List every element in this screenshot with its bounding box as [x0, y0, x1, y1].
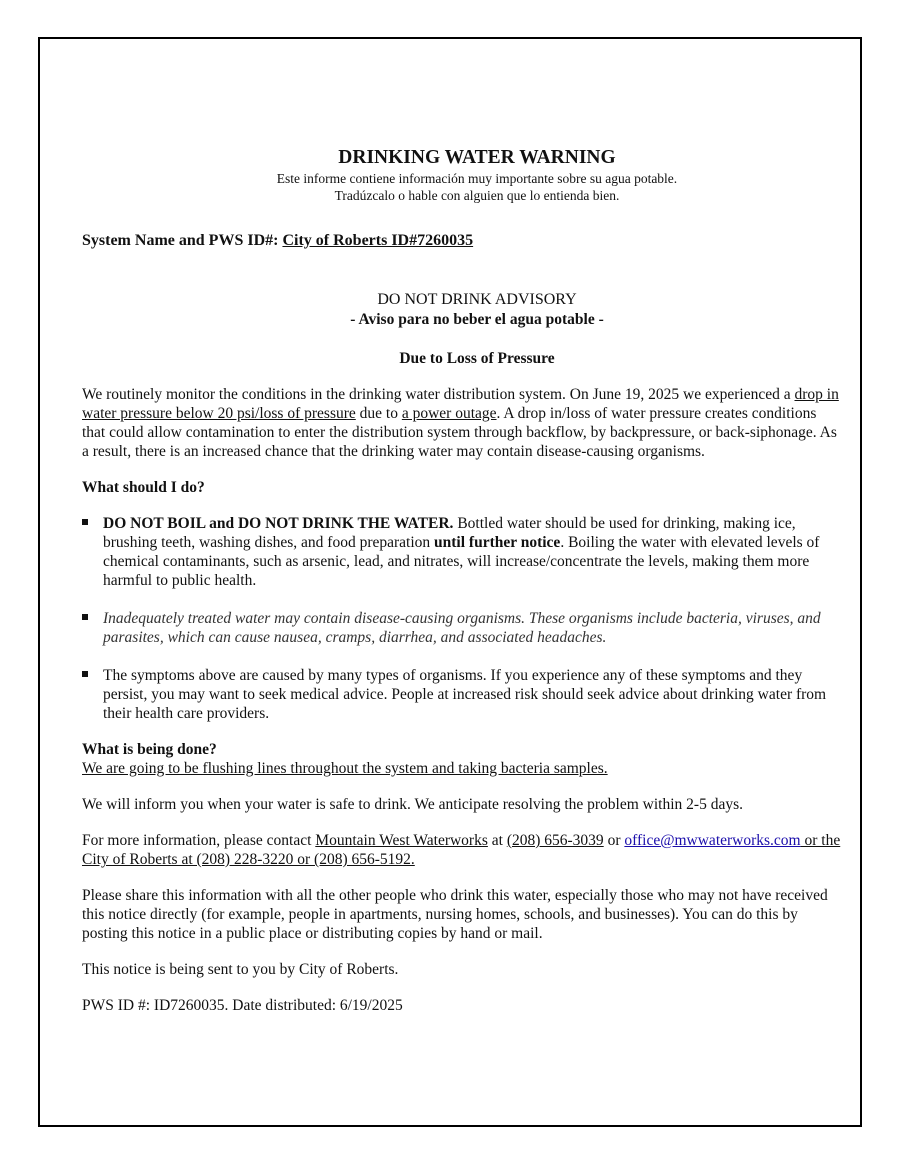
inform-paragraph: We will inform you when your water is safe to drink. We anticipate resolving the problem within 2-5 days. — [82, 796, 743, 813]
phone-link[interactable]: (208) 656-3039 — [506, 832, 604, 849]
what-should-heading: What should I do? — [82, 479, 205, 496]
spanish-notice-line-1: Este informe contiene información muy importante sobre su agua potable. — [276, 171, 678, 186]
advisory-subtitle: - Aviso para no beber el agua potable - — [350, 311, 604, 328]
being-done-text: We are going to be flushing lines throughout the system and taking bacteria samples. — [82, 760, 608, 777]
spanish-notice-line-2: Tradúzcalo o hable con alguien que lo entienda bien. — [334, 188, 620, 203]
footer-pws-id: PWS ID #: ID7260035. Date distributed: 6/19/2025 — [82, 997, 403, 1014]
document-body — [82, 146, 842, 1015]
bullet-1-text-2: . Boiling the water with elevated levels of chemical contaminants, such as arsenic, lead, and nitrates, will increase/concentrate the levels, making them more harmful to public health. — [103, 534, 820, 589]
system-value: City of Roberts ID#7260035 — [282, 232, 474, 249]
list-item — [82, 666, 842, 723]
contact-or: or — [603, 832, 625, 849]
bullet-3-text: The symptoms above are caused by many types of organisms. If you experience any of these symptoms and they persist, you may want to seek medical advice. People at increased risk should seek advice about drinking water from their health care providers. — [103, 667, 827, 722]
contact-prefix: For more information, please contact — [82, 832, 316, 849]
intro-text-2: due to — [355, 405, 402, 422]
bullet-1-text-1: Bottled water should be used for drinking, making ice, brushing teeth, washing dishes, and food preparation — [103, 515, 796, 551]
intro-paragraph — [82, 385, 842, 461]
bullet-icon — [82, 671, 88, 677]
contact-paragraph — [82, 831, 842, 869]
intro-cause-text: a power outage — [401, 405, 497, 422]
advisory-title: DO NOT DRINK ADVISORY — [377, 291, 577, 308]
city-contact-text: or the City of Roberts at (208) 228-3220 or (208) 656-5192. — [82, 832, 841, 868]
bullet-2-text: Inadequately treated water may contain disease-causing organisms. These organisms include bacteria, viruses, and parasites, which can cause nausea, cramps, diarrhea, and associated headaches. — [103, 610, 821, 646]
company-link[interactable]: Mountain West Waterworks — [315, 832, 488, 849]
system-name-line — [82, 231, 842, 250]
being-done-heading: What is being done? — [82, 741, 217, 758]
list-item — [82, 514, 842, 590]
action-list — [82, 514, 842, 723]
bullet-1-bold-2: until further notice — [434, 534, 561, 551]
list-item — [82, 609, 842, 647]
intro-text-3: . A drop in/loss of water pressure creates conditions that could allow contamination to enter the distribution system through backflow, by backpressure, or back-siphonage. As a result, there is an increased chance that the drinking water may contain disease-causing organisms. — [82, 405, 837, 460]
system-label: System Name and PWS ID#: — [82, 232, 279, 249]
bullet-1-bold: DO NOT BOIL and DO NOT DRINK THE WATER. — [103, 515, 454, 532]
page-title: DRINKING WATER WARNING — [338, 147, 616, 168]
bullet-icon — [82, 519, 88, 525]
advisory-reason: Due to Loss of Pressure — [399, 350, 555, 367]
intro-text-1: We routinely monitor the conditions in the drinking water distribution system. On June 19, 2025 we experienced a — [82, 386, 795, 403]
contact-at: at — [487, 832, 507, 849]
intro-pressure-text: drop in water pressure below 20 psi/loss of pressure — [82, 386, 839, 422]
bullet-icon — [82, 614, 88, 620]
document-header — [82, 146, 842, 204]
share-paragraph: Please share this information with all the other people who drink this water, especially those who may not have received this notice directly (for example, people in apartments, nursing homes, schools, and businesses). You can do this by posting this notice in a public place or distributing copies by hand or mail. — [82, 887, 828, 942]
sent-by-paragraph: This notice is being sent to you by City of Roberts. — [82, 961, 399, 978]
email-link[interactable]: office@mwwaterworks.com — [624, 832, 801, 849]
